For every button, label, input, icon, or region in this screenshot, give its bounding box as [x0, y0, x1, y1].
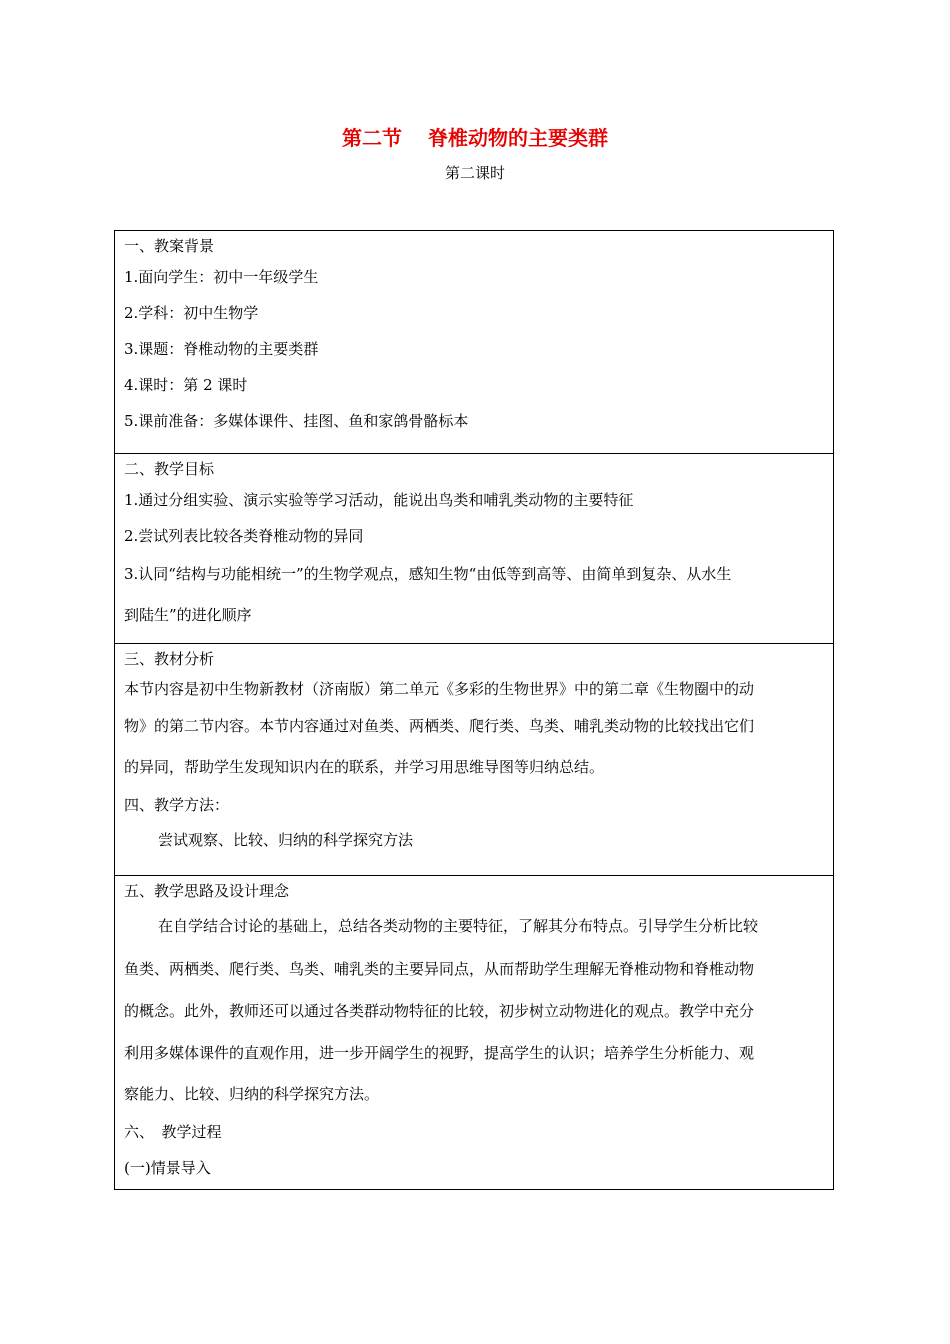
section-heading: 四、教学方法：: [124, 796, 230, 814]
title-topic: 脊椎动物的主要类群: [428, 126, 608, 150]
list-item: 4.课时：第 2 课时: [124, 376, 248, 394]
section-heading: 三、教材分析: [124, 650, 215, 668]
goals-cell: [115, 453, 833, 643]
paragraph-line: 本节内容是初中生物新教材（济南版）第二单元《多彩的生物世界》中的第二章《生物圈中的动: [124, 680, 755, 698]
paragraph-line: 在自学结合讨论的基础上，总结各类动物的主要特征，了解其分布特点。引导学生分析比较: [158, 917, 759, 935]
paragraph-line: 的概念。此外，教师还可以通过各类群动物特征的比较，初步树立动物进化的观点。教学中充分: [124, 1002, 755, 1020]
list-item: 3.认同“结构与功能相统一”的生物学观点，感知生物“由低等到高等、由简单到复杂、从水生: [124, 565, 732, 583]
list-item: 2.尝试列表比较各类脊椎动物的异同: [124, 527, 364, 545]
paragraph-line: 的异同，帮助学生发现知识内在的联系，并学习用思维导图等归纳总结。: [124, 758, 605, 776]
list-item: 到陆生”的进化顺序: [124, 606, 252, 624]
list-item: 2.学科：初中生物学: [124, 304, 259, 322]
list-item: 1.通过分组实验、演示实验等学习活动，能说出鸟类和哺乳类动物的主要特征: [124, 491, 634, 509]
list-item: 5.课前准备：多媒体课件、挂图、鱼和家鸽骨骼标本: [124, 412, 469, 430]
section-heading: 六、 教学过程: [124, 1123, 222, 1141]
paragraph-line: 鱼类、两栖类、爬行类、鸟类、哺乳类的主要异同点，从而帮助学生理解无脊椎动物和脊椎动物: [124, 960, 755, 978]
paragraph-line: 尝试观察、比较、归纳的科学探究方法: [158, 831, 414, 849]
section-heading: 二、教学目标: [124, 460, 215, 478]
design-cell: [115, 875, 833, 1189]
analysis-cell: [115, 643, 833, 875]
paragraph-line: 利用多媒体课件的直观作用，进一步开阔学生的视野，提高学生的认识；培养学生分析能力、观: [124, 1044, 755, 1062]
paragraph-line: 察能力、比较、归纳的科学探究方法。: [124, 1085, 380, 1103]
list-item: 3.课题：脊椎动物的主要类群: [124, 340, 319, 358]
list-item: 1.面向学生：初中一年级学生: [124, 268, 319, 286]
background-cell: [115, 231, 833, 453]
title-section-number: 第二节: [342, 126, 402, 150]
paragraph-line: 物》的第二节内容。本节内容通过对鱼类、两栖类、爬行类、鸟类、哺乳类动物的比较找出它们: [124, 717, 755, 735]
subsection-heading: (一)情景导入: [124, 1159, 211, 1177]
section-heading: 一、教案背景: [124, 237, 215, 255]
section-heading: 五、教学思路及设计理念: [124, 882, 290, 900]
lesson-plan-table: [114, 230, 834, 1190]
page-subtitle: 第二课时: [444, 164, 505, 182]
page-title: [0, 124, 950, 152]
